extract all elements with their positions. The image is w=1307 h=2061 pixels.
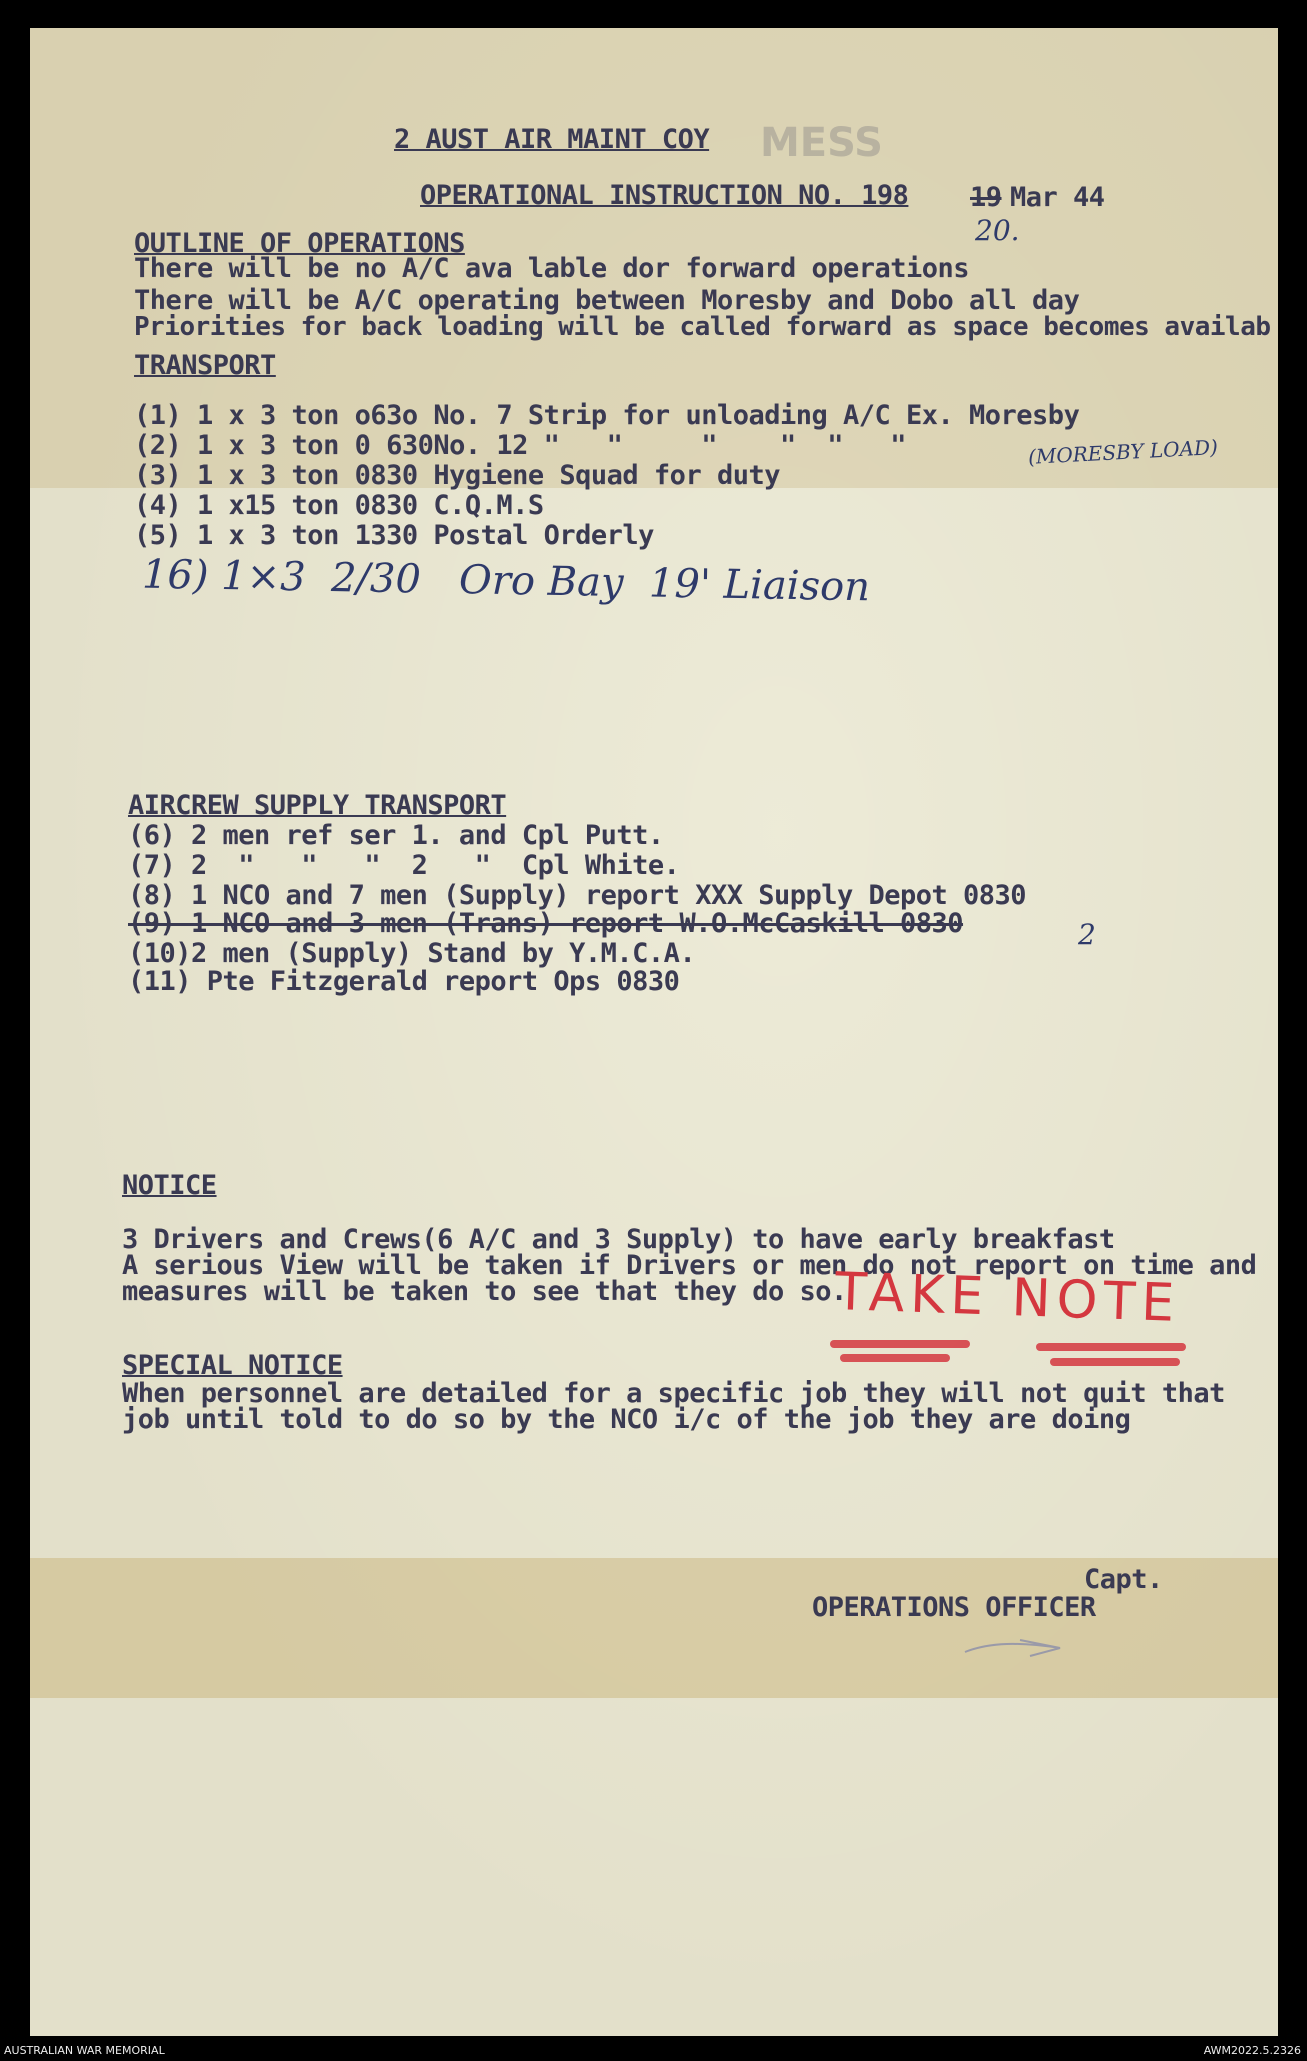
red-underline xyxy=(830,1340,970,1348)
date-struck: 19 xyxy=(970,182,1002,213)
margin-mark: 2 xyxy=(1078,918,1096,951)
transport-line: (3) 1 x 3 ton 0830 Hygiene Squad for duty xyxy=(134,460,780,491)
aircrew-heading: AIRCREW SUPPLY TRANSPORT xyxy=(128,790,507,821)
aircrew-line: (7) 2 " " " 2 " Cpl White. xyxy=(128,850,680,881)
aircrew-line-struck: (9) 1 NCO and 3 men (Trans) report W.O.McCaskill 0830 xyxy=(128,908,964,939)
signature-rank: Capt. xyxy=(1084,1564,1163,1595)
red-underline xyxy=(1036,1343,1186,1351)
signature-role: OPERATIONS OFFICER xyxy=(812,1592,1096,1623)
aircrew-line: (6) 2 men ref ser 1. and Cpl Putt. xyxy=(128,820,664,851)
transport-line: (1) 1 x 3 ton o63o No. 7 Strip for unloading A/C Ex. Moresby xyxy=(134,400,1080,431)
date-handwritten: 20. xyxy=(975,214,1020,247)
transport-line: (4) 1 x15 ton 0830 C.Q.M.S xyxy=(134,490,544,521)
outline-line: Priorities for back loading will be called forward as space becomes availab xyxy=(134,312,1271,342)
footer-source: AUSTRALIAN WAR MEMORIAL xyxy=(4,2044,165,2057)
date: Mar 44 xyxy=(1010,182,1105,213)
special-notice-heading: SPECIAL NOTICE xyxy=(122,1350,343,1381)
transport-heading: TRANSPORT xyxy=(134,350,276,381)
outline-heading: OUTLINE OF OPERATIONS xyxy=(134,228,465,259)
unit-title: 2 AUST AIR MAINT COY xyxy=(394,124,710,155)
document-page xyxy=(30,28,1278,2036)
aircrew-line: (8) 1 NCO and 7 men (Supply) report XXX Supply Depot 0830 xyxy=(128,880,1027,911)
handwritten-transport-line: 16) 1×3 2/30 Oro Bay 19' Liaison xyxy=(141,551,871,611)
take-note-annotation: TAKE NOTE xyxy=(834,1261,1182,1335)
aircrew-line: (10)2 men (Supply) Stand by Y.M.C.A. xyxy=(128,938,696,969)
transport-line: (2) 1 x 3 ton 0 630No. 12 " " " " " " xyxy=(134,430,907,461)
outline-line: There will be no A/C ava lable dor forward operations xyxy=(134,253,970,284)
notice-line: measures will be taken to see that they do so. xyxy=(122,1276,847,1307)
aircrew-line: (11) Pte Fitzgerald report Ops 0830 xyxy=(128,966,680,997)
red-underline xyxy=(1050,1358,1180,1366)
footer-reference: AWM2022.5.2326 xyxy=(1203,2044,1301,2057)
special-notice-line: When personnel are detailed for a specific job they will not quit that xyxy=(122,1378,1225,1409)
red-underline xyxy=(840,1354,950,1362)
transport-line: (5) 1 x 3 ton 1330 Postal Orderly xyxy=(134,520,654,551)
notice-line: A serious View will be taken if Drivers or men do not report on time and xyxy=(122,1250,1257,1281)
notice-heading: NOTICE xyxy=(122,1170,217,1201)
special-notice-line: job until told to do so by the NCO i/c of the job they are doing xyxy=(122,1404,1131,1435)
instruction-title: OPERATIONAL INSTRUCTION NO. 198 xyxy=(420,180,909,211)
bleed-through-text: MESS xyxy=(760,120,883,166)
outline-line: There will be A/C operating between Moresby and Dobo all day xyxy=(134,285,1080,316)
signature-scribble xyxy=(960,1634,1070,1664)
notice-line: 3 Drivers and Crews(6 A/C and 3 Supply) to have early breakfast xyxy=(122,1224,1115,1255)
load-annotation: (MORESBY LOAD) xyxy=(1027,435,1219,469)
